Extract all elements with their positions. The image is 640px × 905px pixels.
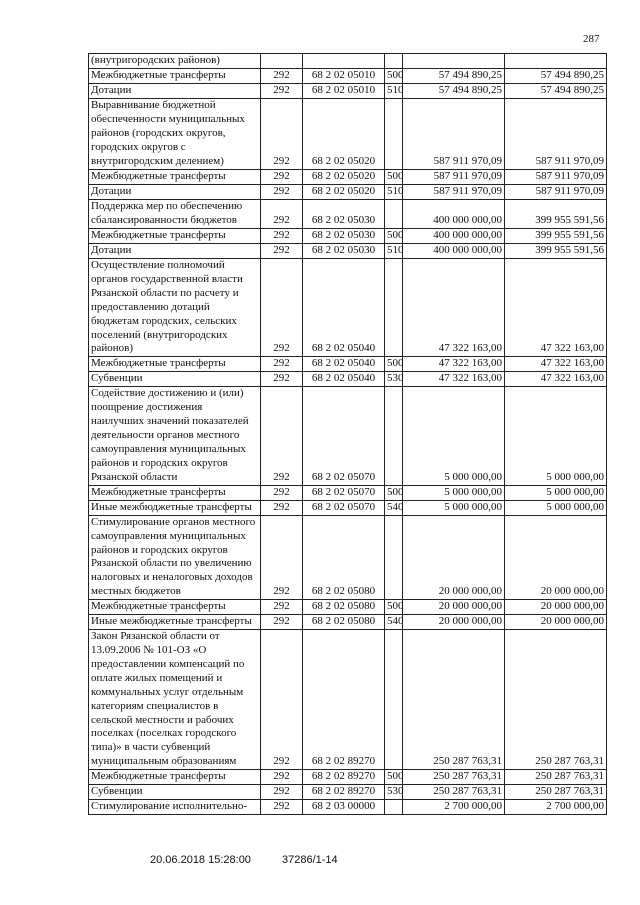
footer-doc-id: 37286/1-14 bbox=[282, 854, 338, 866]
budget-table-body bbox=[89, 54, 607, 815]
admin-code: 292 bbox=[261, 170, 303, 185]
admin-code: 292 bbox=[261, 485, 303, 500]
amount-executed: 5 000 000,00 bbox=[505, 485, 607, 500]
target-article-code: 68 2 03 00000 bbox=[303, 800, 385, 815]
row-name: Дотации bbox=[89, 84, 261, 99]
row-name: Межбюджетные трансферты bbox=[89, 69, 261, 84]
expense-type bbox=[385, 800, 403, 815]
table-row bbox=[89, 244, 607, 259]
row-name: Иные межбюджетные трансферты bbox=[89, 615, 261, 630]
row-name: Поддержка мер по обеспечению сбалансированности бюджетов bbox=[89, 200, 261, 229]
table-row bbox=[89, 500, 607, 515]
amount-executed bbox=[505, 54, 607, 69]
amount-executed: 20 000 000,00 bbox=[505, 515, 607, 599]
expense-type: 510 bbox=[385, 84, 403, 99]
amount-plan bbox=[403, 54, 505, 69]
target-article-code: 68 2 02 05030 bbox=[303, 244, 385, 259]
amount-plan: 587 911 970,09 bbox=[403, 99, 505, 170]
target-article-code: 68 2 02 05030 bbox=[303, 229, 385, 244]
amount-plan: 2 700 000,00 bbox=[403, 800, 505, 815]
amount-executed: 2 700 000,00 bbox=[505, 800, 607, 815]
amount-executed: 587 911 970,09 bbox=[505, 185, 607, 200]
target-article-code: 68 2 02 89270 bbox=[303, 785, 385, 800]
target-article-code: 68 2 02 05040 bbox=[303, 372, 385, 387]
amount-plan: 20 000 000,00 bbox=[403, 615, 505, 630]
admin-code: 292 bbox=[261, 387, 303, 485]
target-article-code: 68 2 02 05020 bbox=[303, 99, 385, 170]
expense-type: 500 bbox=[385, 357, 403, 372]
admin-code: 292 bbox=[261, 69, 303, 84]
amount-plan: 47 322 163,00 bbox=[403, 372, 505, 387]
row-name: Осуществление полномочий органов государственной власти Рязанской области по расчету и предоставлению дотаций бюджетам городских, сельских поселений (внутригородских районов) bbox=[89, 259, 261, 357]
expense-type bbox=[385, 54, 403, 69]
admin-code: 292 bbox=[261, 500, 303, 515]
amount-executed: 250 287 763,31 bbox=[505, 770, 607, 785]
admin-code: 292 bbox=[261, 99, 303, 170]
amount-plan: 587 911 970,09 bbox=[403, 170, 505, 185]
expense-type: 500 bbox=[385, 229, 403, 244]
amount-executed: 20 000 000,00 bbox=[505, 615, 607, 630]
table-row bbox=[89, 600, 607, 615]
target-article-code: 68 2 02 05010 bbox=[303, 84, 385, 99]
amount-plan: 400 000 000,00 bbox=[403, 229, 505, 244]
row-name: Стимулирование исполнительно- bbox=[89, 800, 261, 815]
row-name: Иные межбюджетные трансферты bbox=[89, 500, 261, 515]
target-article-code: 68 2 02 05040 bbox=[303, 259, 385, 357]
admin-code: 292 bbox=[261, 600, 303, 615]
row-name: (внутригородских районов) bbox=[89, 54, 261, 69]
admin-code: 292 bbox=[261, 244, 303, 259]
table-row bbox=[89, 200, 607, 229]
amount-plan: 57 494 890,25 bbox=[403, 84, 505, 99]
admin-code: 292 bbox=[261, 630, 303, 770]
target-article-code: 68 2 02 05080 bbox=[303, 615, 385, 630]
table-row bbox=[89, 785, 607, 800]
amount-executed: 399 955 591,56 bbox=[505, 200, 607, 229]
row-name: Дотации bbox=[89, 244, 261, 259]
amount-plan: 250 287 763,31 bbox=[403, 770, 505, 785]
target-article-code: 68 2 02 05020 bbox=[303, 185, 385, 200]
expense-type: 530 bbox=[385, 372, 403, 387]
amount-plan: 587 911 970,09 bbox=[403, 185, 505, 200]
amount-plan: 250 287 763,31 bbox=[403, 785, 505, 800]
table-row bbox=[89, 259, 607, 357]
amount-plan: 400 000 000,00 bbox=[403, 200, 505, 229]
table-row bbox=[89, 630, 607, 770]
target-article-code bbox=[303, 54, 385, 69]
amount-executed: 57 494 890,25 bbox=[505, 84, 607, 99]
amount-executed: 57 494 890,25 bbox=[505, 69, 607, 84]
page-number: 287 bbox=[583, 33, 600, 45]
expense-type: 500 bbox=[385, 69, 403, 84]
expense-type: 500 bbox=[385, 485, 403, 500]
expense-type: 510 bbox=[385, 244, 403, 259]
target-article-code: 68 2 02 05040 bbox=[303, 357, 385, 372]
admin-code: 292 bbox=[261, 800, 303, 815]
target-article-code: 68 2 02 05080 bbox=[303, 515, 385, 599]
row-name: Межбюджетные трансферты bbox=[89, 229, 261, 244]
target-article-code: 68 2 02 05020 bbox=[303, 170, 385, 185]
amount-plan: 20 000 000,00 bbox=[403, 515, 505, 599]
expense-type bbox=[385, 387, 403, 485]
table-row bbox=[89, 170, 607, 185]
expense-type: 530 bbox=[385, 785, 403, 800]
expense-type bbox=[385, 259, 403, 357]
budget-table bbox=[88, 53, 607, 815]
amount-plan: 5 000 000,00 bbox=[403, 485, 505, 500]
amount-plan: 47 322 163,00 bbox=[403, 259, 505, 357]
table-row bbox=[89, 185, 607, 200]
admin-code bbox=[261, 54, 303, 69]
admin-code: 292 bbox=[261, 785, 303, 800]
amount-executed: 587 911 970,09 bbox=[505, 170, 607, 185]
target-article-code: 68 2 02 05010 bbox=[303, 69, 385, 84]
amount-executed: 5 000 000,00 bbox=[505, 500, 607, 515]
amount-executed: 250 287 763,31 bbox=[505, 630, 607, 770]
table-row bbox=[89, 615, 607, 630]
amount-plan: 5 000 000,00 bbox=[403, 387, 505, 485]
row-name: Выравнивание бюджетной обеспеченности муниципальных районов (городских округов, городских округов с внутригородским делением) bbox=[89, 99, 261, 170]
target-article-code: 68 2 02 05080 bbox=[303, 600, 385, 615]
amount-executed: 399 955 591,56 bbox=[505, 244, 607, 259]
row-name: Стимулирование органов местного самоуправления муниципальных районов и городских округов Рязанской области по увеличению налоговых и неналоговых доходов местных бюджетов bbox=[89, 515, 261, 599]
row-name: Содействие достижению и (или) поощрение достижения наилучших значений показателей деятельности органов местного самоуправления муниципальных районов и городских округов Рязанской области bbox=[89, 387, 261, 485]
admin-code: 292 bbox=[261, 200, 303, 229]
expense-type: 510 bbox=[385, 185, 403, 200]
admin-code: 292 bbox=[261, 84, 303, 99]
table-row bbox=[89, 770, 607, 785]
expense-type: 500 bbox=[385, 600, 403, 615]
expense-type bbox=[385, 200, 403, 229]
amount-executed: 399 955 591,56 bbox=[505, 229, 607, 244]
target-article-code: 68 2 02 89270 bbox=[303, 630, 385, 770]
table-row bbox=[89, 515, 607, 599]
table-row bbox=[89, 54, 607, 69]
row-name: Межбюджетные трансферты bbox=[89, 357, 261, 372]
admin-code: 292 bbox=[261, 770, 303, 785]
admin-code: 292 bbox=[261, 185, 303, 200]
amount-executed: 587 911 970,09 bbox=[505, 99, 607, 170]
row-name: Межбюджетные трансферты bbox=[89, 600, 261, 615]
footer-date: 20.06.2018 15:28:00 bbox=[150, 854, 251, 866]
amount-plan: 5 000 000,00 bbox=[403, 500, 505, 515]
admin-code: 292 bbox=[261, 372, 303, 387]
row-name: Межбюджетные трансферты bbox=[89, 485, 261, 500]
admin-code: 292 bbox=[261, 259, 303, 357]
amount-executed: 5 000 000,00 bbox=[505, 387, 607, 485]
amount-executed: 250 287 763,31 bbox=[505, 785, 607, 800]
table-row bbox=[89, 69, 607, 84]
admin-code: 292 bbox=[261, 515, 303, 599]
amount-plan: 250 287 763,31 bbox=[403, 630, 505, 770]
amount-executed: 47 322 163,00 bbox=[505, 357, 607, 372]
row-name: Дотации bbox=[89, 185, 261, 200]
expense-type bbox=[385, 515, 403, 599]
amount-plan: 57 494 890,25 bbox=[403, 69, 505, 84]
table-row bbox=[89, 800, 607, 815]
expense-type: 540 bbox=[385, 500, 403, 515]
expense-type bbox=[385, 630, 403, 770]
table-row bbox=[89, 372, 607, 387]
expense-type: 540 bbox=[385, 615, 403, 630]
table-row bbox=[89, 229, 607, 244]
row-name: Субвенции bbox=[89, 372, 261, 387]
row-name: Субвенции bbox=[89, 785, 261, 800]
target-article-code: 68 2 02 05070 bbox=[303, 485, 385, 500]
amount-executed: 47 322 163,00 bbox=[505, 372, 607, 387]
target-article-code: 68 2 02 89270 bbox=[303, 770, 385, 785]
row-name: Закон Рязанской области от 13.09.2006 № 101-ОЗ «О предоставлении компенсаций по оплате жилых помещений и коммунальных услуг отдельным категориям специалистов в сельской местности и рабочих поселках (поселках городского типа)» в части субвенций муниципальным образованиям bbox=[89, 630, 261, 770]
row-name: Межбюджетные трансферты bbox=[89, 770, 261, 785]
target-article-code: 68 2 02 05030 bbox=[303, 200, 385, 229]
table-row bbox=[89, 99, 607, 170]
amount-plan: 47 322 163,00 bbox=[403, 357, 505, 372]
admin-code: 292 bbox=[261, 615, 303, 630]
target-article-code: 68 2 02 05070 bbox=[303, 387, 385, 485]
expense-type: 500 bbox=[385, 770, 403, 785]
admin-code: 292 bbox=[261, 357, 303, 372]
table-row bbox=[89, 387, 607, 485]
row-name: Межбюджетные трансферты bbox=[89, 170, 261, 185]
amount-plan: 400 000 000,00 bbox=[403, 244, 505, 259]
expense-type: 500 bbox=[385, 170, 403, 185]
target-article-code: 68 2 02 05070 bbox=[303, 500, 385, 515]
amount-plan: 20 000 000,00 bbox=[403, 600, 505, 615]
admin-code: 292 bbox=[261, 229, 303, 244]
amount-executed: 47 322 163,00 bbox=[505, 259, 607, 357]
table-row bbox=[89, 485, 607, 500]
table-row bbox=[89, 84, 607, 99]
amount-executed: 20 000 000,00 bbox=[505, 600, 607, 615]
table-row bbox=[89, 357, 607, 372]
expense-type bbox=[385, 99, 403, 170]
